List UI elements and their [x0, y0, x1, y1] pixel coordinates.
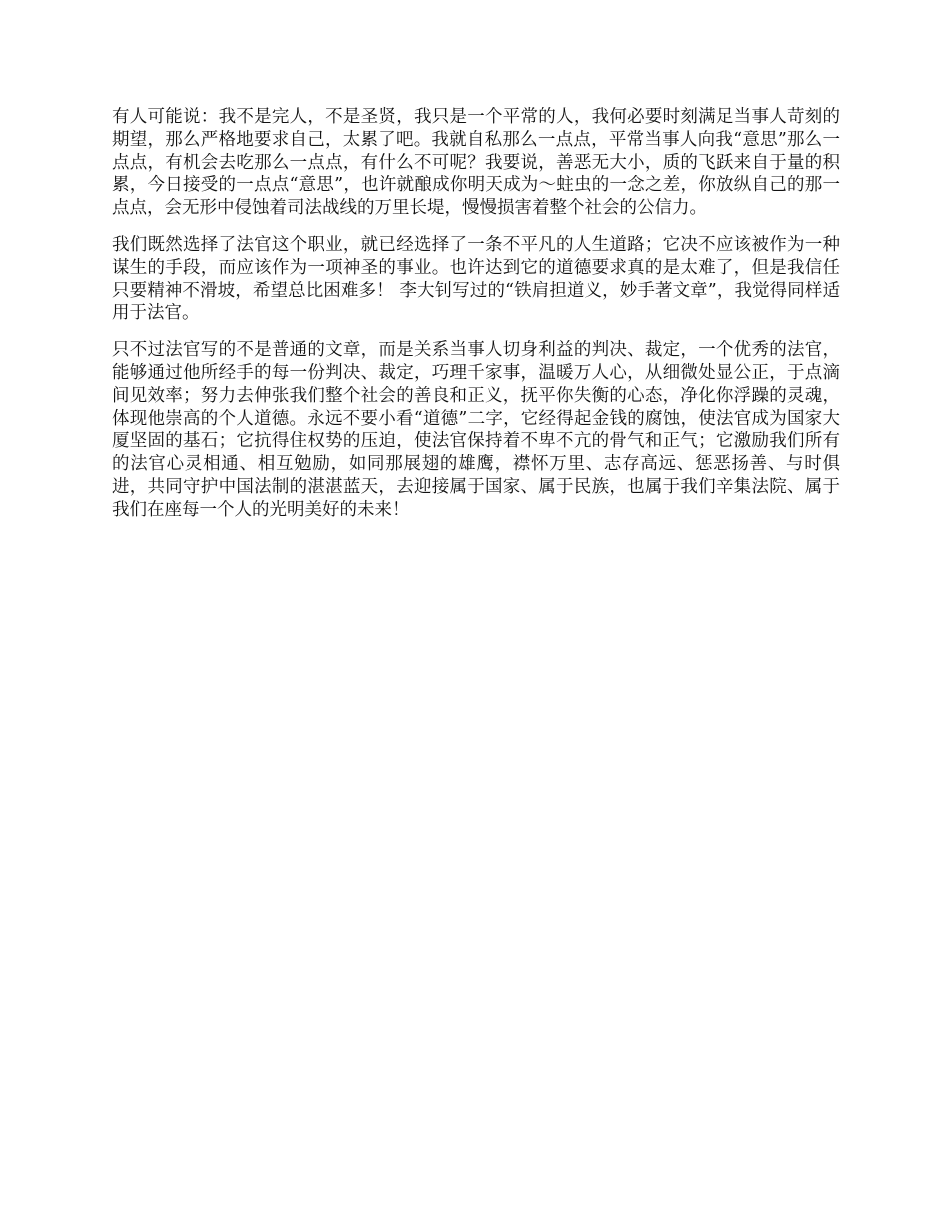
paragraph: 有人可能说：我不是完人，不是圣贤，我只是一个平常的人，我何必要时刻满足当事人苛刻的期望，那么严格地要求自己，太累了吧。我就自私那么一点点，平常当事人向我“意思”那么一点点，有机会去吃那么一点点，有什么不可呢？我要说，善恶无大小，质的飞跃来自于量的积累，今日接受的一点点“意思”，也许就酿成你明天成为～蛀虫的一念之差，你放纵自己的那一点点，会无形中侵蚀着司法战线的万里长堤，慢慢损害着整个社会的公信力。: [112, 107, 840, 219]
document-body: [112, 106, 840, 536]
paragraph: 只不过法官写的不是普通的文章，而是关系当事人切身利益的判决、裁定，一个优秀的法官，能够通过他所经手的每一份判决、裁定，巧理千家事，温暖万人心，从细微处显公正，于点滴间见效率；努力去伸张我们整个社会的善良和正义，抚平你失衡的心态，净化你浮躁的灵魂，体现他崇高的个人道德。永远不要小看“道德”二字，它经得起金钱的腐蚀，使法官成为国家大厦坚固的基石；它抗得住权势的压迫，使法官保持着不卑不亢的骨气和正气；它激励我们所有的法官心灵相通、相互勉励，如同那展翅的雄鹰，襟怀万里、志存高远、惩恶扬善、与时俱进，共同守护中国法制的湛湛蓝天，去迎接属于国家、属于民族，也属于我们辛集法院、属于我们在座每一个人的光明美好的未来！: [112, 340, 840, 520]
paragraph: 我们既然选择了法官这个职业，就已经选择了一条不平凡的人生道路；它决不应该被作为一种谋生的手段，而应该作为一项神圣的事业。也许达到它的道德要求真的是太难了，但是我信任只要精神不滑坡，希望总比困难多！ 李大钊写过的“铁肩担道义，妙手著文章”，我觉得同样适用于法官。: [112, 234, 840, 324]
